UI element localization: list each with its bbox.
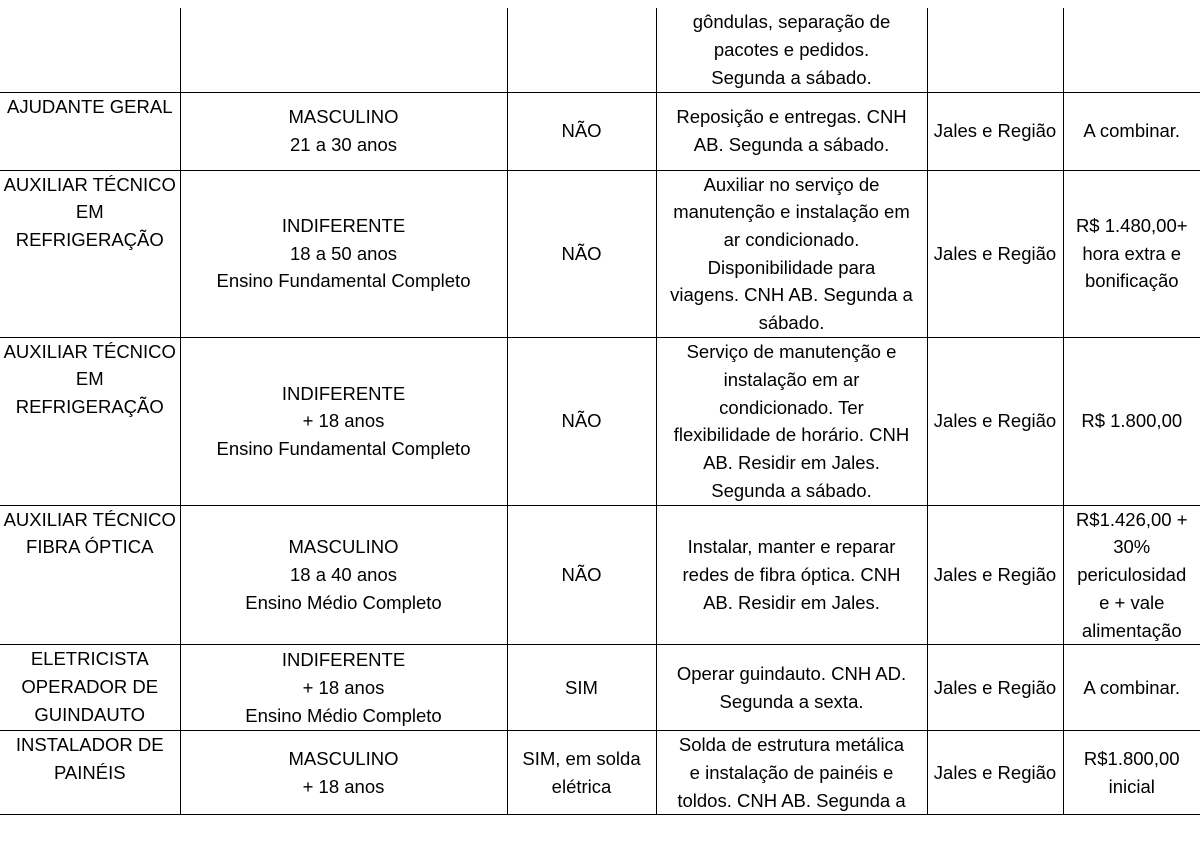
description-cell (656, 731, 927, 815)
job-openings-table-body (0, 8, 1200, 815)
table-row (0, 731, 1200, 815)
salary-cell (1063, 8, 1200, 92)
cell-text-line: MASCULINO (288, 106, 399, 128)
cell-text-line: AUXILIAR TÉCNICO (3, 340, 176, 362)
cell-text-line: elétrica (551, 775, 612, 797)
job-title-cell (0, 92, 180, 170)
cell-text-line: Ensino Médio Completo (245, 591, 442, 613)
cell-text-line: INSTALADOR DE (15, 734, 164, 756)
job-title-cell (0, 170, 180, 337)
cell-text-line: Jales e Região (933, 761, 1057, 783)
salary-cell (1063, 92, 1200, 170)
salary-cell (1063, 505, 1200, 645)
description-cell (656, 170, 927, 337)
salary-cell (1063, 337, 1200, 505)
cell-text-line: pacotes e pedidos. (713, 38, 870, 60)
profile-cell (180, 170, 507, 337)
cell-text-line: Segunda a sábado. (711, 66, 872, 88)
cell-text-line: hora extra e (1082, 242, 1182, 264)
job-title-cell (0, 505, 180, 645)
location-cell (927, 170, 1063, 337)
cell-text-line: SIM, em solda (522, 748, 641, 770)
cell-text-line: OPERADOR DE (21, 675, 159, 697)
cell-text-line: Auxiliar no serviço de (703, 173, 880, 195)
cell-text-line: A combinar. (1083, 120, 1181, 142)
cell-text-line: MASCULINO (288, 748, 399, 770)
cell-text-line: NÃO (561, 410, 602, 432)
description-cell (656, 8, 927, 92)
description-cell (656, 505, 927, 645)
cell-text-line: NÃO (561, 242, 602, 264)
experience-cell (507, 645, 656, 731)
cell-text-line: + 18 anos (302, 410, 385, 432)
cell-text-line: AB. Residir em Jales. (703, 451, 880, 473)
cell-text-line: Instalar, manter e reparar (687, 536, 896, 558)
cell-text-line: EM (75, 368, 104, 390)
cell-text-line: gôndulas, separação de (692, 11, 891, 33)
location-cell (927, 505, 1063, 645)
cell-text-line: 30% (1113, 536, 1151, 558)
description-cell (656, 645, 927, 731)
cell-text-line: R$1.426,00 + (1075, 508, 1188, 530)
cell-text-line: EM (75, 201, 104, 223)
cell-text-line: condicionado. Ter (719, 396, 864, 418)
cell-text-line: Operar guindauto. CNH AD. (676, 663, 907, 685)
location-cell (927, 8, 1063, 92)
cell-text-line: Jales e Região (933, 564, 1057, 586)
cell-text-line: AUXILIAR TÉCNICO (3, 173, 176, 195)
cell-text-line: ELETRICISTA (30, 648, 149, 670)
cell-text-line: AUXILIAR TÉCNICO (3, 508, 176, 530)
location-cell (927, 337, 1063, 505)
cell-text-line: + 18 anos (302, 676, 385, 698)
cell-text-line: Jales e Região (933, 676, 1057, 698)
profile-cell (180, 92, 507, 170)
location-cell (927, 92, 1063, 170)
cell-text-line: R$ 1.480,00+ (1075, 215, 1188, 237)
cell-text-line: + 18 anos (302, 775, 385, 797)
cell-text-line: instalação em ar (723, 368, 860, 390)
job-openings-table (0, 8, 1200, 815)
cell-text-line: MASCULINO (288, 536, 399, 558)
cell-text-line: 21 a 30 anos (290, 134, 397, 155)
salary-cell (1063, 645, 1200, 731)
cell-text-line: Jales e Região (933, 242, 1057, 264)
profile-cell (180, 8, 507, 92)
cell-text-line: INDIFERENTE (281, 382, 406, 404)
table-row (0, 170, 1200, 337)
experience-cell (507, 8, 656, 92)
table-row (0, 92, 1200, 170)
description-cell (656, 337, 927, 505)
salary-cell (1063, 170, 1200, 337)
cell-text-line: AJUDANTE GERAL (6, 95, 173, 117)
cell-text-line: R$1.800,00 (1083, 748, 1180, 770)
cell-text-line: flexibilidade de horário. CNH (673, 424, 910, 446)
profile-cell (180, 337, 507, 505)
cell-text-line: periculosidad (1077, 564, 1187, 586)
cell-text-line: Ensino Fundamental Completo (216, 270, 471, 292)
cell-text-line: redes de fibra óptica. CNH (682, 564, 901, 586)
table-row (0, 8, 1200, 92)
cell-text-line: REFRIGERAÇÃO (15, 396, 164, 418)
cell-text-line: INDIFERENTE (281, 649, 406, 671)
cell-text-line: Reposição e entregas. CNH (676, 106, 907, 128)
cell-text-line: viagens. CNH AB. Segunda a (670, 284, 913, 306)
cell-text-line: Jales e Região (933, 410, 1057, 432)
cell-text-line: 18 a 40 anos (290, 564, 397, 586)
cell-text-line: e + vale (1099, 591, 1165, 613)
experience-cell (507, 505, 656, 645)
experience-cell (507, 337, 656, 505)
cell-text-line: AB. Residir em Jales. (703, 591, 880, 613)
cell-text-line: Disponibilidade para (707, 256, 876, 278)
cell-text-line: INDIFERENTE (281, 215, 406, 237)
job-title-cell (0, 337, 180, 505)
cell-text-line: GUINDAUTO (34, 703, 146, 725)
cell-text-line: manutenção e instalação em (673, 201, 910, 223)
cell-text-line: NÃO (561, 120, 602, 142)
cell-text-line: Ensino Fundamental Completo (216, 438, 471, 460)
profile-cell (180, 731, 507, 815)
cell-text-line: alimentação (1081, 619, 1182, 641)
table-row (0, 645, 1200, 731)
cell-text-line: e instalação de painéis e (689, 761, 894, 783)
location-cell (927, 645, 1063, 731)
profile-cell (180, 505, 507, 645)
location-cell (927, 731, 1063, 815)
cell-text-line: PAINÉIS (53, 761, 126, 783)
cell-text-line: inicial (1108, 775, 1155, 797)
cell-text-line: FIBRA ÓPTICA (26, 536, 154, 558)
cell-text-line: 18 a 50 anos (290, 242, 397, 264)
cell-text-line: toldos. CNH AB. Segunda a (677, 789, 906, 811)
cell-text-line: R$ 1.800,00 (1081, 410, 1183, 432)
cell-text-line: ar condicionado. (723, 228, 860, 250)
cell-text-line: A combinar. (1083, 676, 1181, 698)
cell-text-line: bonificação (1084, 270, 1179, 292)
cell-text-line: Solda de estrutura metálica (678, 734, 905, 756)
job-title-cell (0, 731, 180, 815)
table-row (0, 505, 1200, 645)
cell-text-line: sábado. (758, 312, 825, 334)
cell-text-line: Segunda a sábado. (711, 479, 872, 501)
cell-text-line: Jales e Região (933, 120, 1057, 142)
job-title-cell (0, 8, 180, 92)
cell-text-line: REFRIGERAÇÃO (15, 228, 164, 250)
experience-cell (507, 170, 656, 337)
table-row (0, 337, 1200, 505)
description-cell (656, 92, 927, 170)
cell-text-line: Serviço de manutenção e (686, 341, 897, 363)
profile-cell (180, 645, 507, 731)
job-title-cell (0, 645, 180, 731)
cell-text-line: AB. Segunda a sábado. (693, 134, 890, 155)
experience-cell (507, 92, 656, 170)
experience-cell (507, 731, 656, 815)
cell-text-line: NÃO (561, 564, 602, 586)
cell-text-line: SIM (565, 676, 598, 698)
cell-text-line: Ensino Médio Completo (245, 704, 442, 726)
salary-cell (1063, 731, 1200, 815)
cell-text-line: Segunda a sexta. (719, 690, 864, 712)
